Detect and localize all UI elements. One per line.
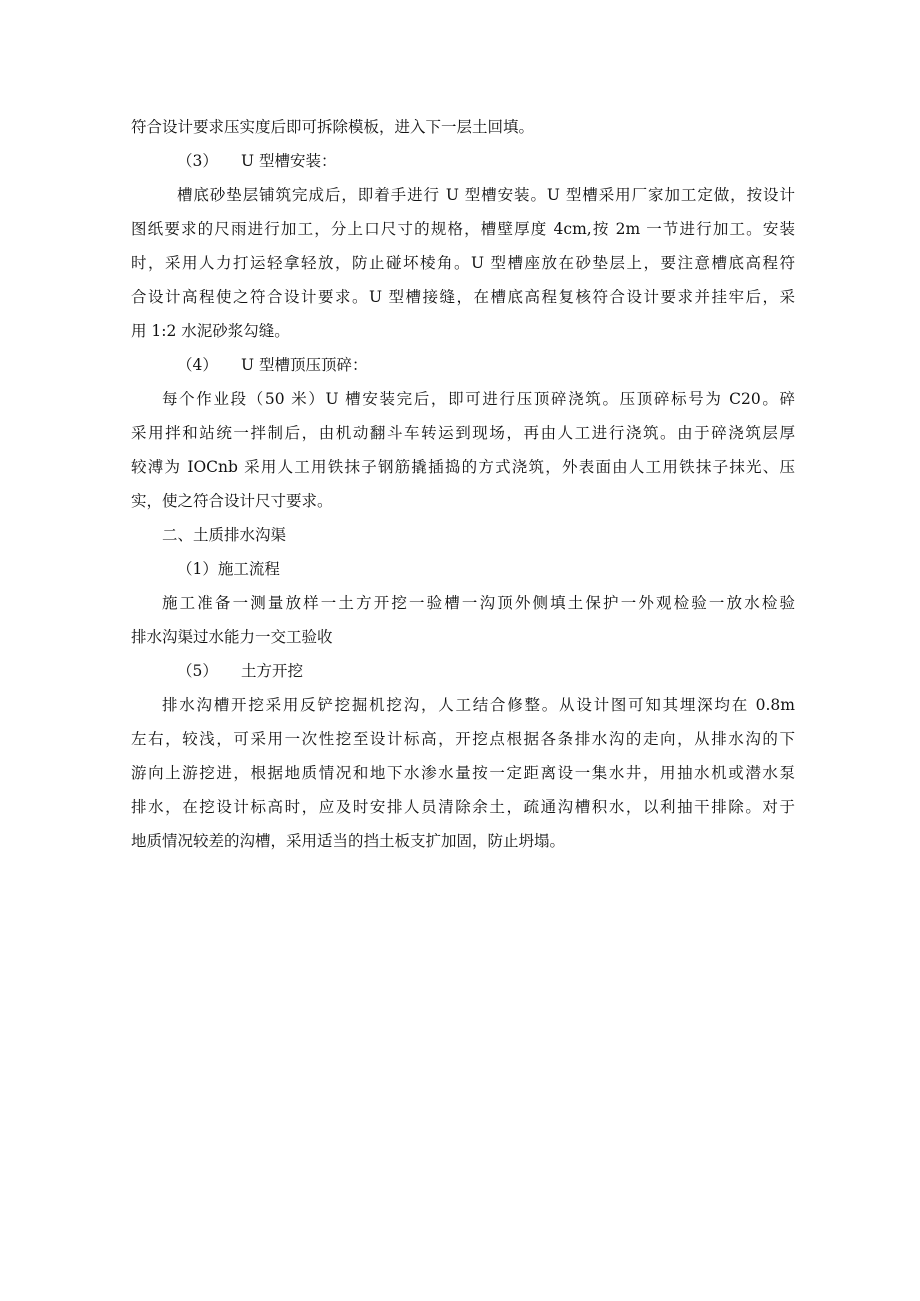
section-heading-3: [131, 144, 795, 178]
section-heading-5: [131, 654, 795, 688]
paragraph-line: 较溥为 IOCnb 采用人工用铁抹子钢筋撬插捣的方式浇筑，外表面由人工用铁抹子抹光、压: [131, 458, 795, 476]
section-title: 二、土质排水沟渠: [162, 526, 287, 544]
paragraph-line: 合设计高程使之符合设计要求。U 型槽接缝，在槽底高程复核符合设计要求并挂牢后，采: [131, 288, 795, 306]
paragraph-line: 图纸要求的尺雨进行加工，分上口尺寸的规格，槽壁厚度 4cm,按 2m 一节进行加工。安装: [131, 220, 795, 238]
paragraph-line: 左右，较浅，可采用一次性挖至设计标高，开挖点根据各条排水沟的走向，从排水沟的下: [131, 730, 795, 748]
paragraph-line: 符合设计要求压实度后即可拆除模板，进入下一层土回填。: [131, 118, 535, 136]
paragraph-line: 排水，在挖设计标高时，应及时安排人员清除余土，疏通沟槽积水，以利抽干排除。对于: [131, 798, 795, 816]
paragraph-line: 施工准备一测量放样一土方开挖一验槽一沟顶外侧填土保护一外观检验一放水检验: [162, 594, 795, 612]
heading-number: （5）: [177, 662, 218, 680]
document-page: [131, 110, 795, 858]
paragraph-line: 用 1:2 水泥砂浆勾缝。: [131, 322, 290, 340]
paragraph-line: 地质情况较差的沟槽，采用适当的挡土板支扩加固，防止坍塌。: [131, 832, 566, 850]
paragraph-line: 排水沟槽开挖采用反铲挖掘机挖沟，人工结合修整。从设计图可知其埋深均在 0.8m: [162, 696, 795, 714]
heading-text: U 型槽顶压顶碎：: [241, 356, 368, 374]
heading-number: （3）: [177, 152, 218, 170]
paragraph-line: 槽底砂垫层铺筑完成后，即着手进行 U 型槽安装。U 型槽采用厂家加工定做，按设计: [177, 186, 795, 204]
paragraph-line: 游向上游挖进，根据地质情况和地下水渗水量按一定距离设一集水井，用抽水机或潜水泵: [131, 764, 795, 782]
paragraph-line: 排水沟渠过水能力一交工验收: [131, 628, 333, 646]
heading-text: U 型槽安装：: [241, 152, 337, 170]
section-heading-4: [131, 348, 795, 382]
heading-text: 土方开挖: [241, 662, 304, 680]
heading-number: （4）: [177, 356, 218, 374]
paragraph-line: 时，采用人力打运轻拿轻放，防止碰坏棱角。U 型槽座放在砂垫层上，要注意槽底高程符: [131, 254, 795, 272]
section-heading-1: （1）施工流程: [177, 560, 280, 578]
paragraph-line: 采用拌和站统一拌制后，由机动翻斗车转运到现场，再由人工进行浇筑。由于碎浇筑层厚: [131, 424, 795, 442]
paragraph-line: 每个作业段（50 米）U 槽安装完后，即可进行压顶碎浇筑。压顶碎标号为 C20。碎: [162, 390, 795, 408]
paragraph-line: 实，使之符合设计尺寸要求。: [131, 492, 333, 510]
